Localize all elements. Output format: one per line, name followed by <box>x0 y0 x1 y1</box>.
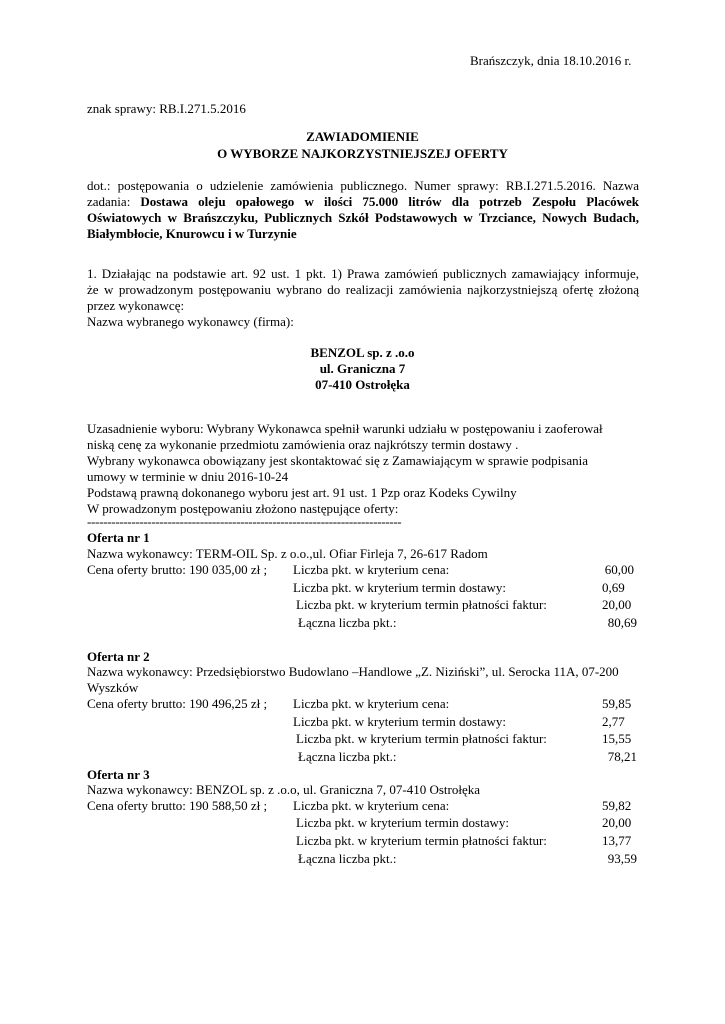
criterion-value: 59,82 <box>602 798 632 813</box>
subject-line-4: Białymbłocie, Knurowcu i w Turzynie <box>87 226 297 241</box>
subject-line-2 <box>87 194 639 209</box>
separator-line: ------------------------------------------------------------------------------ <box>87 514 402 529</box>
subject-line-1: dot.: postępowania o udzielenie zamówienia publicznego. Numer sprawy: RB.I.271.5.2016. Nazwa <box>87 178 639 193</box>
justification-line-6: W prowadzonym postępowaniu złożono następujące oferty: <box>87 501 399 516</box>
criterion-value: 15,55 <box>602 731 632 746</box>
offer-heading: Oferta nr 3 <box>87 767 150 782</box>
winner-street: ul. Graniczna 7 <box>319 361 406 376</box>
criterion-value: 60,00 <box>604 562 634 577</box>
offer-contractor: Nazwa wykonawcy: TERM-OIL Sp. z o.o.,ul. Ofiar Firleja 7, 26-617 Radom <box>87 546 488 561</box>
criterion-label: Liczba pkt. w kryterium termin dostawy: <box>293 580 507 595</box>
criterion-label: Liczba pkt. w kryterium termin dostawy: <box>293 714 507 729</box>
justification-line-2: niską cenę za wykonanie przedmiotu zamówienia oraz najkrótszy termin dostawy . <box>87 437 519 452</box>
justification-line-4: umowy w terminie w dniu 2016-10-24 <box>87 469 289 484</box>
justification-line-3: Wybrany wykonawca obowiązany jest skontaktować się z Zamawiającym w sprawie podpisania <box>87 453 588 468</box>
total-points-value: 93,59 <box>607 851 637 866</box>
section1-line-3: przez wykonawcę: <box>87 298 185 313</box>
criterion-label: Liczba pkt. w kryterium cena: <box>293 798 450 813</box>
subject-task-prefix: zadania: <box>87 194 131 209</box>
justification-line-1: Uzasadnienie wyboru: Wybrany Wykonawca spełnił warunki udziału w postępowaniu i zaoferował <box>87 421 603 436</box>
offer-price: Cena oferty brutto: 190 588,50 zł ; <box>87 798 268 813</box>
offer-contractor-continued: Wyszków <box>87 680 139 695</box>
criterion-value: 13,77 <box>602 833 632 848</box>
section1-line-2: że w prowadzonym postępowaniu wybrano do realizacji zamówienia najkorzystniejszą ofertę złożoną <box>87 282 639 297</box>
criterion-label: Liczba pkt. w kryterium cena: <box>293 696 450 711</box>
place-date: Brańszczyk, dnia 18.10.2016 r. <box>470 53 632 68</box>
case-reference: znak sprawy: RB.I.271.5.2016 <box>87 101 246 116</box>
offer-heading: Oferta nr 1 <box>87 530 150 545</box>
offer-contractor: Nazwa wykonawcy: BENZOL sp. z .o.o, ul. Graniczna 7, 07-410 Ostrołęka <box>87 782 481 797</box>
criterion-value: 2,77 <box>602 714 625 729</box>
criterion-value: 20,00 <box>602 815 632 830</box>
winner-city: 07-410 Ostrołęka <box>315 377 410 392</box>
total-points-label: Łączna liczba pkt.: <box>298 851 397 866</box>
justification-line-5: Podstawą prawną dokonanego wyboru jest art. 91 ust. 1 Pzp oraz Kodeks Cywilny <box>87 485 517 500</box>
criterion-label: Liczba pkt. w kryterium termin płatności faktur: <box>296 731 547 746</box>
criterion-value: 59,85 <box>602 696 632 711</box>
criterion-label: Liczba pkt. w kryterium termin płatności faktur: <box>296 597 547 612</box>
section1-line-4: Nazwa wybranego wykonawcy (firma): <box>87 314 294 329</box>
criterion-value: 0,69 <box>602 580 625 595</box>
offer-price: Cena oferty brutto: 190 035,00 zł ; <box>87 562 268 577</box>
subject-line-3: Oświatowych w Brańszczyku, Publicznych Szkół Podstawowych w Trzciance, Nowych Budach, <box>87 210 639 225</box>
section1-line-1: 1. Działając na podstawie art. 92 ust. 1 pkt. 1) Prawa zamówień publicznych zamawiający informuje, <box>87 266 639 281</box>
total-points-value: 80,69 <box>607 615 637 630</box>
document-subtitle: O WYBORZE NAJKORZYSTNIEJSZEJ OFERTY <box>217 146 508 161</box>
document-title: ZAWIADOMIENIE <box>306 129 419 144</box>
total-points-value: 78,21 <box>607 749 637 764</box>
offer-contractor: Nazwa wykonawcy: Przedsiębiorstwo Budowlano –Handlowe „Z. Niziński”, ul. Serocka 11A, 07-200 <box>87 664 619 679</box>
offer-price: Cena oferty brutto: 190 496,25 zł ; <box>87 696 268 711</box>
criterion-label: Liczba pkt. w kryterium cena: <box>293 562 450 577</box>
subject-task-name: Dostawa oleju opałowego w ilości 75.000 litrów dla potrzeb Zespołu Placówek <box>140 194 639 209</box>
total-points-label: Łączna liczba pkt.: <box>298 749 397 764</box>
criterion-label: Liczba pkt. w kryterium termin płatności faktur: <box>296 833 547 848</box>
criterion-label: Liczba pkt. w kryterium termin dostawy: <box>296 815 510 830</box>
winner-name: BENZOL sp. z .o.o <box>310 345 415 360</box>
criterion-value: 20,00 <box>602 597 632 612</box>
offer-heading: Oferta nr 2 <box>87 649 150 664</box>
total-points-label: Łączna liczba pkt.: <box>298 615 397 630</box>
